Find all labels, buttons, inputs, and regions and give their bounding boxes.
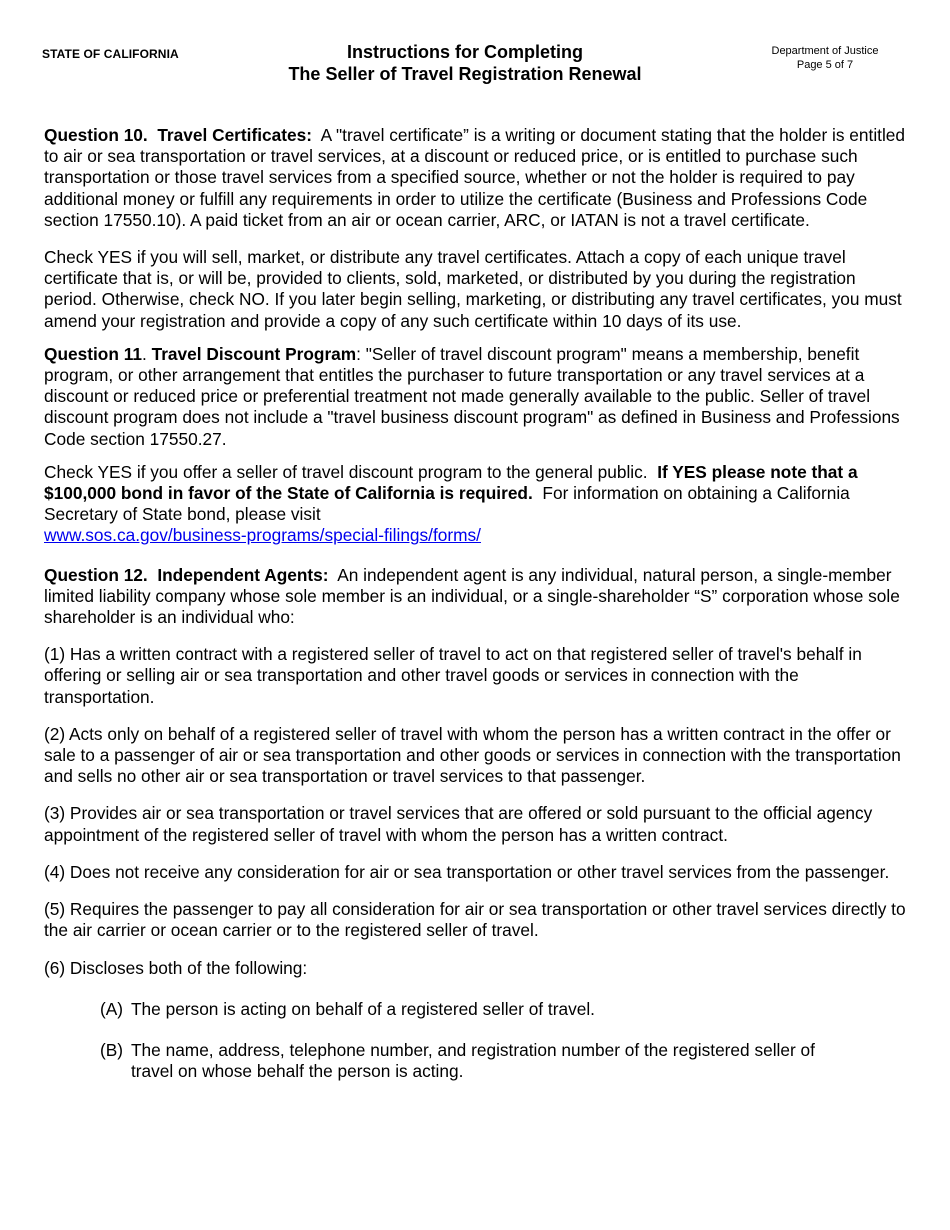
q12-item-1: (1) Has a written contract with a registered seller of travel to act on that registered seller of travel's behalf in offering or selling air or sea transportation and other travel goods or services in connection with the transportation. [44,644,862,707]
department-label: Department of Justice [771,45,879,57]
q11-title: Travel Discount Program [151,343,357,364]
q12-sub-item-a [100,999,820,1020]
title-line-1: Instructions for Completing [347,42,583,62]
q12-item-3: (3) Provides air or sea transportation or travel services that are offered or sold pursuant to the official agency appointment of the registered seller of travel with whom the person has a written contract. [44,803,873,845]
page-number: Page 5 of 7 [796,59,854,71]
q11-body: : "Seller of travel discount program" means a membership, benefit program, or other arrangement that entitles the purchaser to future transportation or any travel services at a discount or reduced price or preferential treatment not made generally available to the public. Seller of travel discount program does not include a "travel business discount program" as defined in Business and Professions Code section 17550.27. [44,343,900,449]
sub-item-text: The person is acting on behalf of a registered seller of travel. [131,998,595,1019]
document-body [44,125,906,1082]
q10-check: Check YES if you will sell, market, or distribute any travel certificates. Attach a copy of each unique travel certificate that is, or will be, provided to clients, sold, marketed, or distributed by you during the registration period. Otherwise, check NO. If you later begin selling, marketing, or distributing any travel certificates, you must amend your registration and provide a copy of any such certificate within 10 days of its use. [44,247,902,331]
q11-number: Question 11 [44,343,142,364]
q12-title: Independent Agents: [157,564,329,585]
q12-number: Question 12. [44,564,148,585]
q11-paragraph [44,344,906,450]
q11-bond-notice: If YES please note that a $100,000 bond in favor of the State of California is required. [44,461,858,504]
q11-check-start: Check YES if you offer a seller of travel discount program to the general public. [44,461,648,482]
q12-intro: An independent agent is any individual, natural person, a single-member limited liability company whose sole member is an individual, or a single-shareholder “S” corporation whose sole shareholder is an individual who: [44,564,900,628]
q12-item-5: (5) Requires the passenger to pay all consideration for air or sea transportation or other travel services directly to the air carrier or ocean carrier or to the registered seller of travel. [44,899,906,941]
page-title [230,41,700,85]
q10-paragraph [44,125,906,231]
q10-title: Travel Certificates: [157,125,312,145]
q12-item-2: (2) Acts only on behalf of a registered seller of travel with whom the person has a written contract in the offer or sale to a passenger of air or sea transportation and other goods or services in connection with the transportation and sells no other air or sea transportation or travel services to that passenger. [44,723,901,787]
title-line-2: The Seller of Travel Registration Renewal [288,64,642,84]
q11-dot: . [141,343,147,364]
sub-item-marker: (B) [100,1039,124,1060]
q12-item-4: (4) Does not receive any consideration for air or sea transportation or other travel services from the passenger. [44,861,890,882]
page-info [760,44,890,72]
q10-number: Question 10. [44,125,148,145]
q12-item-6: (6) Discloses both of the following: [44,957,308,978]
q12-paragraph [44,565,906,629]
sos-forms-link[interactable]: www.sos.ca.gov/business-programs/special-filings/forms/ [44,525,481,546]
sub-item-marker: (A) [100,998,124,1019]
q10-body: A "travel certificate” is a writing or document stating that the holder is entitled to air or sea transportation or travel services, at a discount or reduced price, or is entitled to purchase such transportation or those travel services from a specified source, whether or not the holder is required to pay additional money or fulfill any requirements in order to utilize the certificate (Business and Professions Code section 17550.10). A paid ticket from an air or ocean carrier, ARC, or IATAN is not a travel certificate. [44,125,906,230]
q11-check-end: For information on obtaining a California Secretary of State bond, please visit [44,483,850,525]
sub-item-text: The name, address, telephone number, and registration number of the registered seller of travel on whose behalf the person is acting. [131,1039,815,1082]
q11-check [44,462,906,547]
q12-sub-item-b [100,1040,820,1082]
state-label: STATE OF CALIFORNIA [42,47,179,61]
